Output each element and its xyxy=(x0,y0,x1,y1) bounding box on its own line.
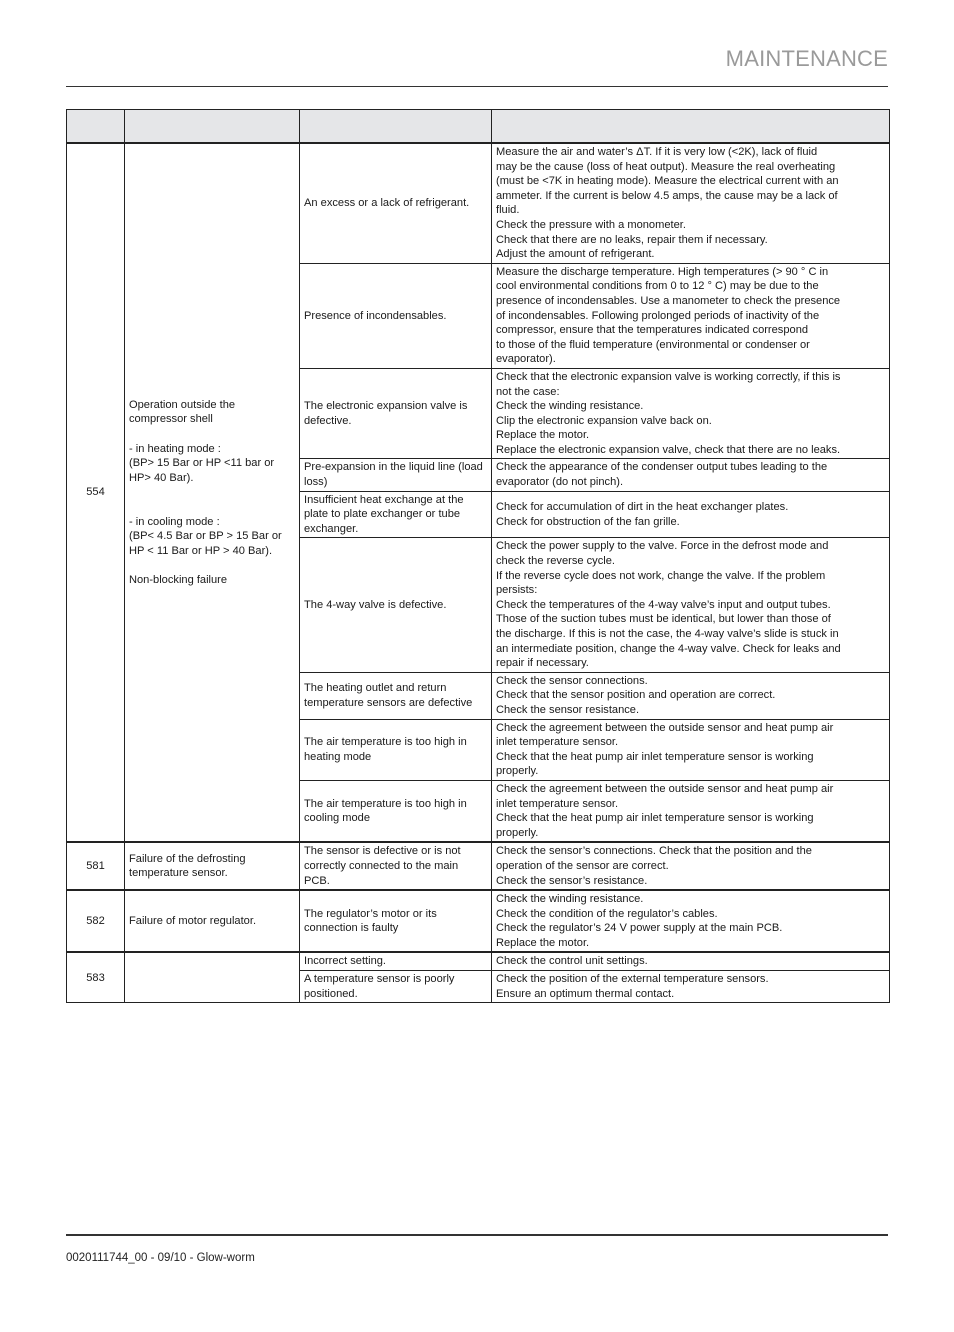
probable-cause: Presence of incondensables. xyxy=(300,263,492,368)
fault-description xyxy=(125,952,300,1002)
fault-line: - in heating mode : xyxy=(129,442,221,455)
corrective-action xyxy=(492,952,890,970)
line-gap xyxy=(129,500,295,515)
action-line: cool environmental conditions from 0 to 12 ° C) may be due to the xyxy=(496,280,819,293)
corrective-action xyxy=(492,538,890,672)
fault-description xyxy=(125,143,300,842)
table-row xyxy=(67,890,890,952)
fault-description xyxy=(125,890,300,952)
fault-line: - in cooling mode : xyxy=(129,515,220,528)
probable-cause: Pre-expansion in the liquid line (load loss) xyxy=(300,459,492,491)
action-line: Adjust the amount of refrigerant. xyxy=(496,248,655,261)
fault-line: Operation outside the xyxy=(129,398,236,411)
fault-line: Non-blocking failure xyxy=(129,573,228,586)
fault-code: 554 xyxy=(67,143,125,842)
action-line: properly. xyxy=(496,826,539,839)
action-line: Check the sensor’s resistance. xyxy=(496,874,648,887)
action-line: Replace the motor. xyxy=(496,936,590,949)
header-row xyxy=(67,110,890,144)
header-action xyxy=(492,110,890,144)
probable-cause: An excess or a lack of refrigerant. xyxy=(300,143,492,263)
fault-line: (BP> 15 Bar or HP <11 bar or xyxy=(129,457,275,470)
action-line: Check the winding resistance. xyxy=(496,400,644,413)
corrective-action xyxy=(492,719,890,780)
action-line: not the case: xyxy=(496,385,560,398)
action-line: compressor, ensure that the temperatures indicated correspond xyxy=(496,324,809,337)
action-line: (must be <7K in heating mode). Measure the electrical current with an xyxy=(496,175,839,188)
action-line: ammeter. If the current is below 4.5 amps, the cause may be a lack of xyxy=(496,189,838,202)
action-line: If the reverse cycle does not work, change the valve. If the problem xyxy=(496,569,826,582)
probable-cause: The air temperature is too high in heating mode xyxy=(300,719,492,780)
corrective-action xyxy=(492,842,890,890)
action-line: fluid. xyxy=(496,204,520,217)
action-line: operation of the sensor are correct. xyxy=(496,859,669,872)
action-line: evaporator (do not pinch). xyxy=(496,476,624,489)
corrective-action xyxy=(492,143,890,263)
action-line: the discharge. If this is not the case, the 4-way valve’s slide is stuck in xyxy=(496,628,839,640)
action-line: Replace the electronic expansion valve, check that there are no leaks. xyxy=(496,443,841,456)
action-line: Those of the suction tubes must be identical, but lower than those of xyxy=(496,613,831,626)
action-line: Check the pressure with a monometer. xyxy=(496,218,686,231)
action-line: Measure the discharge temperature. High temperatures (> 90 ° C in xyxy=(496,265,829,278)
action-line: Check for obstruction of the fan grille. xyxy=(496,515,680,528)
fault-code: 581 xyxy=(67,842,125,890)
probable-cause: The 4-way valve is defective. xyxy=(300,538,492,672)
action-line: Check that there are no leaks, repair them if necessary. xyxy=(496,233,768,246)
probable-cause: The sensor is defective or is not correctly connected to the main PCB. xyxy=(300,842,492,890)
action-line: Check the condition of the regulator’s cables. xyxy=(496,907,718,920)
action-line: properly. xyxy=(496,765,539,778)
action-line: Ensure an optimum thermal contact. xyxy=(496,987,675,1000)
fault-line: HP> 40 Bar). xyxy=(129,471,194,484)
probable-cause: The air temperature is too high in cooling mode xyxy=(300,780,492,842)
footer-rule xyxy=(66,1234,888,1236)
action-line: Check that the electronic expansion valve is working correctly, if this is xyxy=(496,370,841,383)
header-cause xyxy=(300,110,492,144)
action-line: inlet temperature sensor. xyxy=(496,797,619,810)
probable-cause: Incorrect setting. xyxy=(300,952,492,970)
action-line: evaporator). xyxy=(496,353,556,366)
table-row xyxy=(67,842,890,890)
fault-line: temperature sensor. xyxy=(129,867,228,880)
corrective-action xyxy=(492,368,890,459)
action-line: Check the agreement between the outside sensor and heat pump air xyxy=(496,782,834,795)
action-line: Check the control unit settings. xyxy=(496,955,648,968)
action-line: Replace the motor. xyxy=(496,429,590,442)
action-line: Check the regulator’s 24 V power supply at the main PCB. xyxy=(496,922,783,935)
action-line: Check the sensor’s connections. Check that the position and the xyxy=(496,845,812,858)
action-line: Check the sensor resistance. xyxy=(496,703,640,716)
corrective-action xyxy=(492,971,890,1003)
action-line: Check the sensor connections. xyxy=(496,674,648,687)
fault-line: compressor shell xyxy=(129,413,213,426)
action-line: Check that the sensor position and operation are correct. xyxy=(496,689,776,702)
action-line: Check the position of the external temperature sensors. xyxy=(496,973,769,986)
action-line: Check the temperatures of the 4-way valve’s input and output tubes. xyxy=(496,598,831,611)
probable-cause: Insufficient heat exchange at the plate to plate exchanger or tube exchanger. xyxy=(300,491,492,538)
line-gap xyxy=(129,427,295,442)
fault-code: 582 xyxy=(67,890,125,952)
line-gap xyxy=(129,558,295,573)
fault-code: 583 xyxy=(67,952,125,1002)
action-line: persists: xyxy=(496,584,538,597)
header-code xyxy=(67,110,125,144)
probable-cause: The regulator’s motor or its connection is faulty xyxy=(300,890,492,952)
fault-line: (BP< 4.5 Bar or BP > 15 Bar or xyxy=(129,530,282,543)
table-row xyxy=(67,952,890,970)
fault-line: Failure of the defrosting xyxy=(129,852,246,865)
table-body xyxy=(67,143,890,1003)
corrective-action xyxy=(492,263,890,368)
fault-line: Failure of motor regulator. xyxy=(129,914,257,927)
action-line: Clip the electronic expansion valve back on. xyxy=(496,414,712,427)
fault-line: HP < 11 Bar or HP > 40 Bar). xyxy=(129,544,273,557)
fault-description xyxy=(125,842,300,890)
header-fault xyxy=(125,110,300,144)
action-line: Check the power supply to the valve. Force in the defrost mode and xyxy=(496,540,829,553)
corrective-action xyxy=(492,890,890,952)
probable-cause: The heating outlet and return temperature sensors are defective xyxy=(300,672,492,719)
probable-cause: The electronic expansion valve is defective. xyxy=(300,368,492,459)
action-line: Check that the heat pump air inlet temperature sensor is working xyxy=(496,812,814,825)
action-line: check the reverse cycle. xyxy=(496,555,615,568)
probable-cause: A temperature sensor is poorly positioned. xyxy=(300,971,492,1003)
action-line: an intermediate position, change the 4-way valve. Check for leaks and xyxy=(496,642,841,655)
action-line: Check for accumulation of dirt in the heat exchanger plates. xyxy=(496,500,789,513)
header-rule xyxy=(66,86,888,87)
action-line: Check that the heat pump air inlet temperature sensor is working xyxy=(496,750,814,763)
corrective-action xyxy=(492,780,890,842)
action-line: repair if necessary. xyxy=(496,657,589,670)
section-title: MAINTENANCE xyxy=(725,46,888,71)
action-line: inlet temperature sensor. xyxy=(496,736,619,749)
action-line: Check the winding resistance. xyxy=(496,893,644,906)
fault-code-table xyxy=(66,109,890,1003)
corrective-action xyxy=(492,491,890,538)
corrective-action xyxy=(492,672,890,719)
table-row xyxy=(67,143,890,263)
action-line: may be the cause (loss of heat output). Measure the real overheating xyxy=(496,160,836,173)
action-line: Check the agreement between the outside sensor and heat pump air xyxy=(496,721,834,734)
action-line: of incondensables. Following prolonged periods of inactivity of the xyxy=(496,309,820,322)
action-line: to those of the fluid temperature (environmental or condenser or xyxy=(496,338,810,351)
action-line: Check the appearance of the condenser output tubes leading to the xyxy=(496,461,828,474)
table-header xyxy=(67,110,890,144)
corrective-action xyxy=(492,459,890,491)
action-line: presence of incondensables. Use a manometer to check the presence xyxy=(496,294,841,307)
document-reference: 0020111744_00 - 09/10 - Glow-worm xyxy=(66,1252,255,1264)
action-line: Measure the air and water’s ΔT. If it is very low (<2K), lack of fluid xyxy=(496,146,818,158)
line-gap xyxy=(129,485,295,500)
